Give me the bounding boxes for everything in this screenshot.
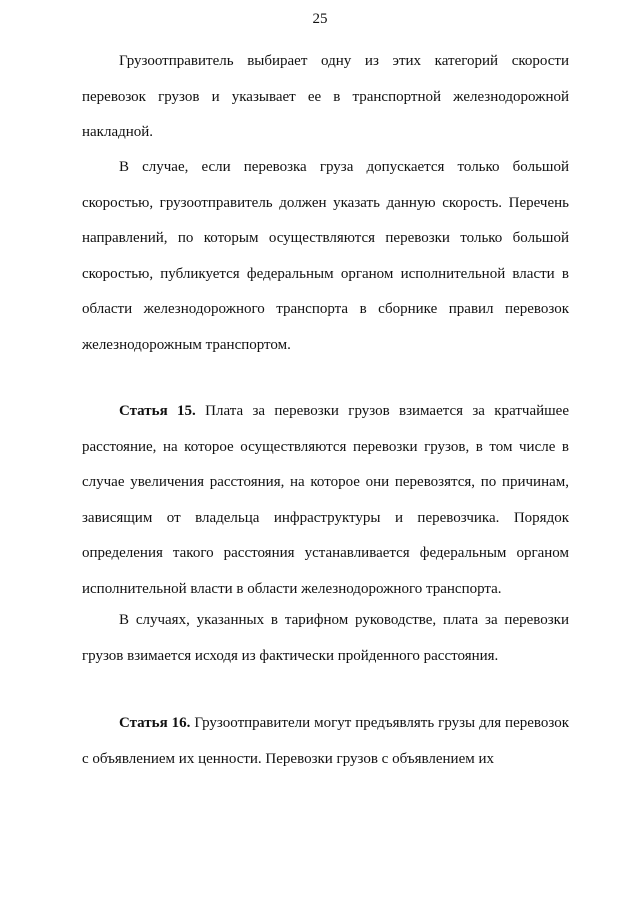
paragraph-high-speed-only [82, 150, 569, 363]
paragraph-text: Грузоотправитель выбирает одну из этих категорий скорости перевозок грузов и указывает ее в транспортной железнодорожной накладной. [82, 53, 569, 140]
article-16-text: Грузоотправители могут предъявлять грузы для перевозок с объявлением их ценности. Перевозки грузов с объявлением их [82, 715, 570, 767]
paragraph-speed-category [82, 44, 569, 151]
article-16-heading: Статья 16. [119, 715, 191, 731]
article-16 [82, 706, 569, 777]
article-16-paragraph [82, 706, 569, 777]
paragraph-text: В случае, если перевозка груза допускается только большой скоростью, грузоотправитель должен указать данную скорость. Перечень направлений, по которым осуществляются перевозки только большой скоростью, публикуется федеральным органом исполнительной власти в области железнодорожного транспорта в сборнике правил перевозок железнодорожным транспортом. [82, 159, 569, 353]
paragraph-text: В случаях, указанных в тарифном руководстве, плата за перевозки грузов взимается исходя из фактически пройденного расстояния. [82, 612, 569, 664]
paragraph-actual-distance [82, 603, 569, 674]
article-15 [82, 394, 569, 607]
article-15-heading: Статья 15. [119, 403, 196, 419]
article-15-text: Плата за перевозки грузов взимается за кратчайшее расстояние, на которое осуществляются перевозки грузов, в том числе в случае увеличения расстояния, на которое они перевозятся, по причинам, зависящим от владельца инфраструктуры и перевозчика. Порядок определения такого расстояния устанавливается федеральным органом исполнительной власти в области железнодорожного транспорта. [82, 403, 569, 597]
page-number: 25 [312, 11, 328, 27]
article-15-paragraph [82, 394, 569, 607]
